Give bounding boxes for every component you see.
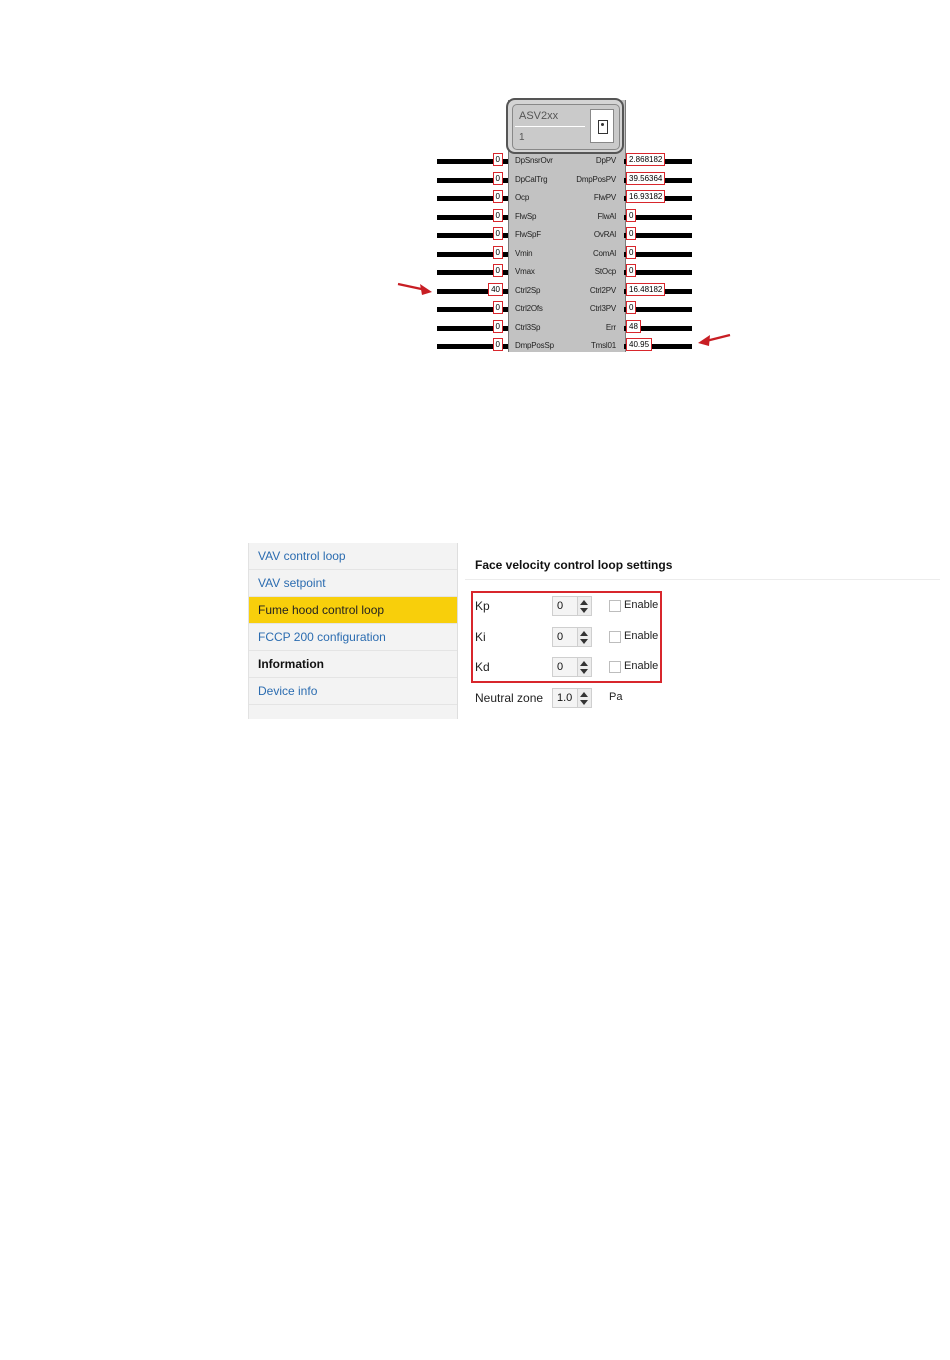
function-block-instance: 1 [519, 132, 525, 143]
spin-buttons[interactable] [577, 658, 591, 676]
output-pin-value[interactable]: 40.95 [626, 338, 652, 351]
input-pin-label: FlwSp [515, 212, 537, 221]
sidebar-item-vav-setpoint[interactable]: VAV setpoint [249, 570, 457, 597]
output-pin-label: DmpPosPV [576, 175, 616, 184]
output-pin-value[interactable]: 0 [626, 246, 636, 259]
sidebar-item-fccp-200-configuration[interactable]: FCCP 200 configuration [249, 624, 457, 651]
param-label: Neutral zone [475, 691, 544, 705]
kp-stepper[interactable] [552, 596, 592, 616]
chevron-down-icon[interactable] [580, 700, 588, 705]
output-pin-value[interactable]: 16.48182 [626, 283, 665, 296]
kd-enable-checkbox[interactable] [609, 661, 621, 673]
sidebar-item-vav-control-loop[interactable]: VAV control loop [249, 543, 457, 570]
output-pin-label: Tmsl01 [590, 341, 616, 350]
output-pin-label: FlwAl [597, 212, 616, 221]
neutral-zone-value[interactable]: 1.0 [557, 692, 573, 704]
spin-buttons[interactable] [577, 628, 591, 646]
output-pin-label: ComAl [592, 249, 616, 258]
title-divider [465, 579, 940, 580]
function-block-header-inner [512, 104, 620, 150]
settings-sidebar [248, 543, 458, 719]
output-pin-label: Err [605, 323, 616, 332]
output-pin-label: FlwPV [593, 193, 616, 202]
output-pin-value[interactable]: 0 [626, 209, 636, 222]
function-block-header[interactable] [506, 98, 624, 154]
device-glyph-icon [590, 109, 614, 143]
function-block-header-divider [515, 126, 585, 127]
sidebar-item-truncated[interactable] [249, 705, 457, 719]
sidebar-section-information: Information [249, 651, 457, 678]
kd-stepper[interactable] [552, 657, 592, 677]
output-pin-label: Ctrl2PV [589, 286, 616, 295]
ki-value[interactable]: 0 [557, 631, 564, 643]
output-pin-label: StOcp [594, 267, 616, 276]
chevron-up-icon[interactable] [580, 631, 588, 636]
output-pin-value[interactable]: 48 [626, 320, 641, 333]
output-pin-value[interactable]: 2.868182 [626, 153, 665, 166]
checkbox-label: Enable [624, 660, 659, 672]
input-pin-value[interactable]: 0 [493, 338, 503, 351]
function-block-figure [0, 0, 950, 360]
output-pin-label: Ctrl3PV [589, 304, 616, 313]
input-pin-value[interactable]: 0 [493, 320, 503, 333]
chevron-down-icon[interactable] [580, 639, 588, 644]
spin-buttons[interactable] [577, 597, 591, 615]
input-pin-label: DmpPosSp [515, 341, 554, 350]
input-pin-label: Vmin [515, 249, 533, 258]
input-pin-label: DpCalTrg [515, 175, 548, 184]
arrow-right-icon [396, 280, 436, 298]
kp-value[interactable]: 0 [557, 600, 564, 612]
input-pin-value[interactable]: 0 [493, 209, 503, 222]
input-pin-label: Vmax [515, 267, 535, 276]
chevron-down-icon[interactable] [580, 669, 588, 674]
settings-window [248, 543, 940, 719]
sidebar-item-device-info[interactable]: Device info [249, 678, 457, 705]
param-label: Kp [475, 599, 490, 613]
settings-content [465, 543, 940, 719]
output-pin-value[interactable]: 16.93182 [626, 190, 665, 203]
input-pin-value[interactable]: 40 [488, 283, 503, 296]
input-pin-value[interactable]: 0 [493, 172, 503, 185]
sidebar-item-fume-hood-control-loop[interactable]: Fume hood control loop [249, 597, 457, 624]
chevron-up-icon[interactable] [580, 661, 588, 666]
output-pin-value[interactable]: 0 [626, 301, 636, 314]
input-pin-label: Ctrl3Sp [515, 323, 541, 332]
input-pin-value[interactable]: 0 [493, 246, 503, 259]
input-pin-value[interactable]: 0 [493, 190, 503, 203]
input-pin-label: Ctrl2Ofs [515, 304, 543, 313]
param-label: Kd [475, 660, 490, 674]
function-block-name: ASV2xx [519, 110, 559, 122]
output-pin-label: DpPV [595, 156, 616, 165]
kp-enable-checkbox[interactable] [609, 600, 621, 612]
input-pin-label: FlwSpF [515, 230, 541, 239]
input-pin-value[interactable]: 0 [493, 264, 503, 277]
neutral-zone-unit: Pa [609, 691, 623, 703]
spin-buttons[interactable] [577, 689, 591, 707]
ki-enable-checkbox[interactable] [609, 631, 621, 643]
output-pin-label: OvRAl [593, 230, 616, 239]
checkbox-label: Enable [624, 599, 659, 611]
input-pin-label: DpSnsrOvr [515, 156, 553, 165]
neutral-zone-stepper[interactable] [552, 688, 592, 708]
input-pin-label: Ocp [515, 193, 530, 202]
param-label: Ki [475, 630, 486, 644]
page-title: Face velocity control loop settings [475, 558, 673, 572]
arrow-left-icon [696, 332, 732, 348]
chevron-down-icon[interactable] [580, 608, 588, 613]
checkbox-label: Enable [624, 630, 659, 642]
chevron-up-icon[interactable] [580, 692, 588, 697]
output-pin-value[interactable]: 39.56364 [626, 172, 665, 185]
input-pin-value[interactable]: 0 [493, 227, 503, 240]
chevron-up-icon[interactable] [580, 600, 588, 605]
kd-value[interactable]: 0 [557, 661, 564, 673]
ki-stepper[interactable] [552, 627, 592, 647]
input-pin-label: Ctrl2Sp [515, 286, 541, 295]
output-pin-value[interactable]: 0 [626, 227, 636, 240]
input-pin-value[interactable]: 0 [493, 153, 503, 166]
output-pin-value[interactable]: 0 [626, 264, 636, 277]
input-pin-value[interactable]: 0 [493, 301, 503, 314]
